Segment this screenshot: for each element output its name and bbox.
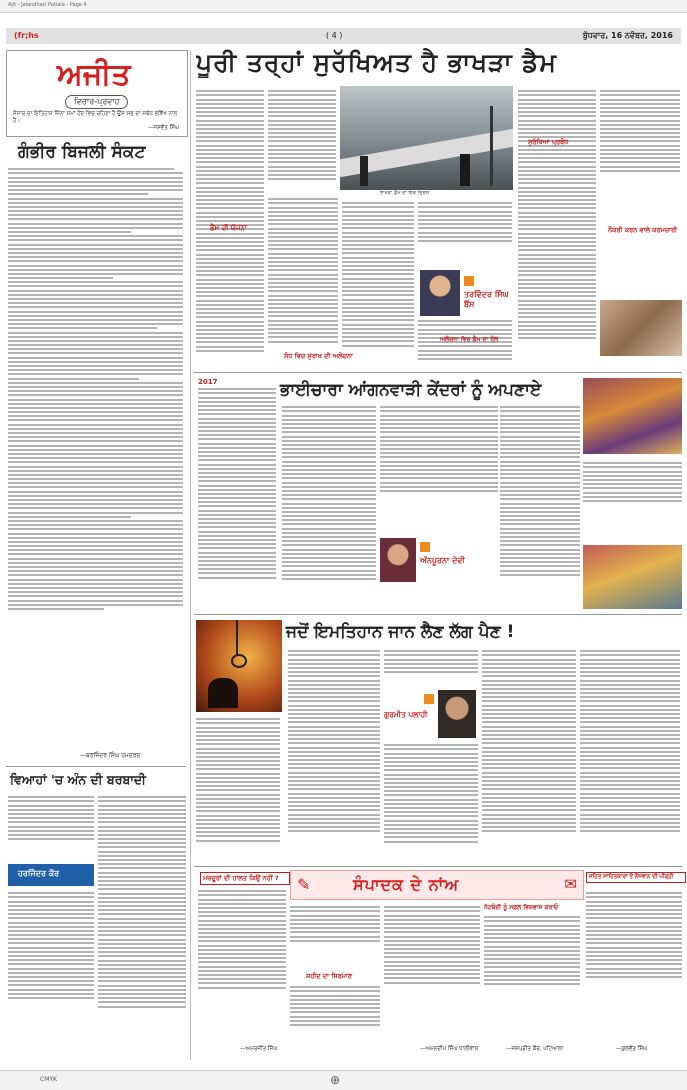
story2-col-3 bbox=[380, 404, 498, 534]
story3-headline: ਜਦੋਂ ਇਮਤਿਹਾਨ ਜਾਨ ਲੈਣ ਲੱਗ ਪੈਣ ! bbox=[286, 622, 515, 642]
story3-author-badge bbox=[384, 690, 476, 738]
story2-col-2 bbox=[282, 404, 376, 610]
quill-icon: ✎ bbox=[297, 875, 311, 894]
letters-sign-3: —ਜਸਪ੍ਰੀਤ ਕੌਰ, ਪਟਿਆਲਾ bbox=[506, 1046, 564, 1052]
masthead-logo: ਅਜੀਤ bbox=[57, 57, 131, 92]
story3-col-4 bbox=[482, 648, 576, 860]
editorial-author: —ਬਰਜਿੰਦਰ ਸਿੰਘ ਹਮਦਰਦ bbox=[80, 752, 141, 759]
story2-author: ਅੰਨਪੂਰਨਾ ਦੇਵੀ bbox=[420, 556, 465, 565]
story4-headline: ਵਿਆਹਾਂ 'ਚ ਅੰਨ ਦੀ ਬਰਬਾਦੀ bbox=[10, 772, 146, 787]
letters-far-right-title: ਸਹਿਤ ਸਾਹਿਤਕਾਰਾਂ ਤੋਂ ਨੌਜਵਾਨ ਦੀ ਪੀੜ੍ਹੀ bbox=[586, 872, 686, 883]
story3-col-2 bbox=[288, 648, 380, 860]
story3-col-3b bbox=[384, 742, 478, 860]
footer-bar bbox=[0, 1070, 687, 1090]
lead-author: ਤਰਵਿੰਦਰ ਸਿੰਘ ਬੈਂਸ bbox=[464, 290, 509, 309]
letters-col-5 bbox=[586, 890, 682, 1044]
letters-banner-title: ਸੰਪਾਦਕ ਦੇ ਨਾਂਅ bbox=[353, 875, 460, 894]
letters-left-title: ਮਜ਼ਦੂਰਾਂ ਦੀ ਹਾਲਤ ਕਿਉਂ ਨਹੀਂ ? bbox=[200, 872, 290, 885]
lead-col-2b bbox=[268, 196, 338, 366]
story2-col-1 bbox=[198, 386, 276, 611]
editorial-title: ਗੰਭੀਰ ਬਿਜਲੀ ਸੰਕਟ bbox=[18, 142, 146, 162]
page-number: ( 4 ) bbox=[326, 31, 343, 40]
page-slug: (fr;hs bbox=[14, 31, 39, 40]
story4-author: ਹਰਜਿੰਦਰ ਕੌਰ bbox=[18, 869, 60, 878]
lead-subhead-security: ਸੁਰੱਖਿਆ ਪ੍ਰਬੰਧ bbox=[528, 138, 569, 146]
print-info-bar bbox=[0, 0, 687, 13]
letters-col-4 bbox=[484, 914, 580, 1044]
registration-marks: ⊕ bbox=[330, 1073, 341, 1087]
story2-col-4 bbox=[500, 404, 580, 610]
story2-author-badge bbox=[380, 538, 480, 582]
letters-col-1 bbox=[198, 888, 286, 1058]
lead-subhead-leak: ਸੰਧ ਵਿਚ ਸੁਰਾਖ ਦੀ ਅਲੋਚਨਾ bbox=[284, 352, 353, 360]
lead-col-3 bbox=[342, 200, 414, 370]
story3-col-5 bbox=[580, 648, 680, 860]
letters-center-sub: ਸ਼ਹੀਦ ਦਾ ਸਿਰਮਾਣ bbox=[306, 972, 353, 980]
story2-year: 2017 bbox=[198, 378, 218, 386]
story2-photo bbox=[583, 378, 682, 454]
editorial-body bbox=[8, 166, 183, 726]
print-info: Ajit - Jalandhar/ Patiala - Page 4 bbox=[8, 2, 87, 8]
letters-banner bbox=[290, 870, 584, 900]
story2-photo-2 bbox=[583, 545, 682, 609]
masthead-quote: ਸੰਸਾਰ ਦਾ ਇਤਿਹਾਸ ਜਿੰਨਾ ਸਮਾਂ ਹੋਂਦ ਵਿਚ ਰਹਿਣਾ ਹੈ ਉਸ ਸਭ ਦਾ ਸਬੰਧ ਭਵਿੱਖ ਨਾਲ ਹੈ। bbox=[13, 111, 178, 124]
section-label: ਵਿਚਾਰ-ਪ੍ਰਵਾਹ bbox=[65, 95, 128, 109]
letters-sign-1: —ਅਮਰਜੀਤ ਸਿੰਘ bbox=[240, 1046, 278, 1052]
letters-right-title: ਨੋਟਬੰਦੀ ਨੂੰ ਸਫ਼ਲ ਵਿਸ਼ਵਾਸ ਕਰਾਓ bbox=[484, 904, 559, 911]
envelope-icon: ✉ bbox=[564, 875, 577, 893]
lead-side-photo bbox=[600, 300, 682, 356]
lead-subhead-role: ਅਲੋਚਨਾ ਵਿਚ ਡੈਮ ਦਾ ਰੋਲ bbox=[440, 336, 499, 343]
story4-col-2 bbox=[98, 794, 186, 1060]
story4-col-1 bbox=[8, 794, 94, 864]
quote-author: —ਜਸਵੰਤ ਸਿੰਘ bbox=[148, 125, 179, 131]
letters-sign-4: —ਕੁਲਵੰਤ ਸਿੰਘ bbox=[616, 1046, 648, 1052]
cmyk-label: CMYK bbox=[40, 1076, 57, 1083]
story3-col-1 bbox=[196, 716, 280, 860]
story4-col-1b bbox=[8, 890, 94, 1060]
letters-col-3 bbox=[384, 904, 480, 1044]
lead-col-5 bbox=[518, 88, 596, 370]
story3-image bbox=[196, 620, 282, 712]
story2-headline: ਭਾਈਚਾਰਾ ਆਂਗਨਵਾੜੀ ਕੇਂਦਰਾਂ ਨੂੰ ਅਪਣਾਏ bbox=[280, 380, 542, 400]
letters-col-2b bbox=[290, 984, 380, 1058]
story3-author: ਗੁਰਮੀਤ ਪਲਾਹੀ bbox=[384, 710, 428, 719]
masthead-box bbox=[6, 50, 188, 137]
lead-subhead-employees: ਨੌਕਰੀ ਕਰਨ ਵਾਲੇ ਕਰਮਚਾਰੀ bbox=[608, 226, 678, 234]
story3-col-3 bbox=[384, 648, 478, 688]
page-date: ਬੁੱਧਵਾਰ, 16 ਨਵੰਬਰ, 2016 bbox=[582, 31, 673, 40]
story2-col-5 bbox=[583, 460, 682, 540]
letters-col-2 bbox=[290, 904, 380, 970]
lead-photo bbox=[340, 86, 513, 190]
page-header bbox=[6, 28, 681, 44]
story4-author-box bbox=[8, 864, 94, 886]
lead-headline: ਪੂਰੀ ਤਰ੍ਹਾਂ ਸੁਰੱਖਿਅਤ ਹੈ ਭਾਖੜਾ ਡੈਮ bbox=[196, 48, 557, 77]
lead-photo-caption: ਭਾਖੜਾ ਡੈਮ ਦਾ ਇਕ ਦ੍ਰਿਸ਼ bbox=[380, 190, 430, 196]
lead-subhead-dam-plan: ਡੈਮ ਦੀ ਯੋਜਨਾ bbox=[210, 224, 247, 232]
letters-sign-2: —ਅਮਨਦੀਪ ਸਿੰਘ ਧਾਲੀਵਾਲ bbox=[420, 1046, 479, 1052]
lead-col-2 bbox=[268, 88, 336, 192]
